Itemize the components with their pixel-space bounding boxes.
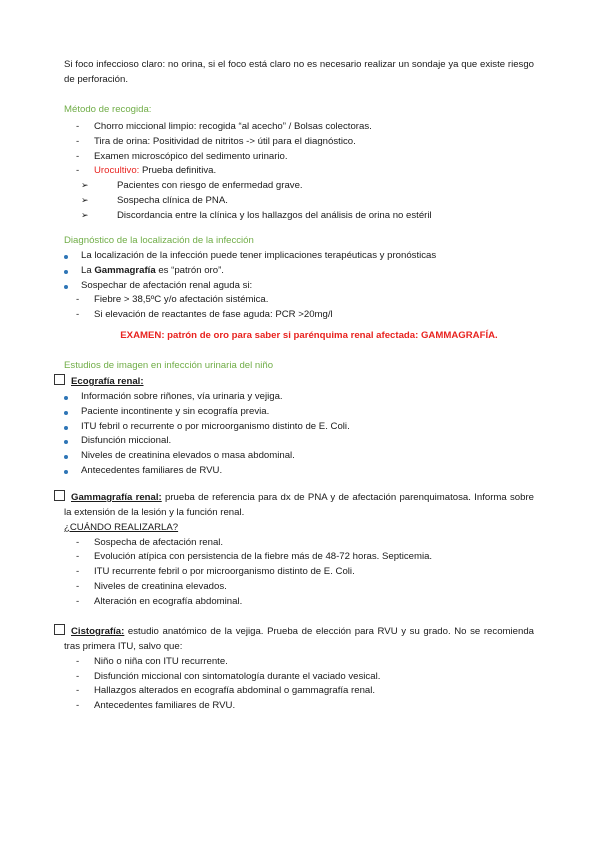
cistografia-list bbox=[54, 655, 534, 714]
bullet-item: Sospechar de afectación renal aguda si: bbox=[64, 279, 534, 294]
list-item: - ITU recurrente febril o por microorganismo distinto de E. Coli. bbox=[64, 565, 534, 580]
bullet-item bbox=[64, 264, 534, 279]
item-text: La bbox=[81, 264, 95, 276]
list-item: - Hallazgos alterados en ecografía abdominal o gammagrafía renal. bbox=[64, 684, 534, 699]
cistografia-title: Cistografía: bbox=[71, 626, 125, 637]
bullet-item: La localización de la infección puede tener implicaciones terapéuticas y pronósticas bbox=[64, 249, 534, 264]
gammagrafia-paragraph bbox=[54, 490, 534, 521]
list-item: - Tira de orina: Positividad de nitritos -> útil para el diagnóstico. bbox=[64, 135, 534, 150]
gammagrafia-section bbox=[54, 490, 534, 610]
ecografia-title: Ecografía renal: bbox=[71, 376, 144, 387]
item-text: es “patrón oro”. bbox=[155, 264, 224, 276]
ecografia-section bbox=[54, 374, 534, 479]
arrow-icon: ➢ bbox=[81, 210, 89, 221]
gammagrafia-text: prueba de referencia para dx de PNA y de afectación parenquimatosa. Informa sobre la extensión de la lesión y la función renal. bbox=[64, 492, 534, 518]
metodo-list bbox=[64, 120, 534, 224]
list-item: - Sospecha de afectación renal. bbox=[64, 536, 534, 551]
metodo-section bbox=[64, 103, 534, 224]
bullet-item: Información sobre riñones, vía urinaria y vejiga. bbox=[64, 390, 534, 405]
checkbox-icon bbox=[54, 490, 65, 501]
intro-paragraph bbox=[64, 58, 534, 88]
gammagrafia-bold: Gammagrafía bbox=[94, 264, 156, 276]
list-item: - Examen microscópico del sedimento urinario. bbox=[64, 150, 534, 165]
bullet-item: ITU febril o recurrente o por microorganismo distinto de E. Coli. bbox=[64, 420, 534, 435]
arrow-icon: ➢ bbox=[81, 195, 89, 206]
list-item: - Disfunción miccional con sintomatología durante el vaciado vesical. bbox=[64, 670, 534, 685]
estudios-title: Estudios de imagen en infección urinaria del niño bbox=[64, 360, 274, 371]
list-item: - Niño o niña con ITU recurrente. bbox=[64, 655, 534, 670]
checkbox-icon bbox=[54, 624, 65, 635]
cistografia-paragraph bbox=[54, 624, 534, 655]
sub-list-item bbox=[64, 209, 534, 224]
list-item: - Fiebre > 38,5ºC y/o afectación sistémica. bbox=[64, 293, 534, 308]
urocultivo-label: Urocultivo: bbox=[94, 165, 140, 177]
bullet-item: Niveles de creatinina elevados o masa abdominal. bbox=[64, 449, 534, 464]
arrow-icon: ➢ bbox=[81, 180, 89, 191]
cistografia-section bbox=[54, 624, 534, 714]
diagnostico-title: Diagnóstico de la localización de la infección bbox=[64, 235, 254, 246]
gammagrafia-title: Gammagrafía renal: bbox=[71, 492, 162, 503]
list-item: - Si elevación de reactantes de fase aguda: PCR >20mg/l bbox=[64, 308, 534, 323]
exam-note: EXAMEN: patrón de oro para saber si parénquima renal afectada: GAMMAGRAFÍA. bbox=[120, 330, 498, 342]
gammagrafia-question: ¿CUÁNDO REALIZARLA? bbox=[64, 521, 179, 533]
gammagrafia-list bbox=[54, 536, 534, 610]
ecografia-heading bbox=[54, 374, 534, 390]
bullet-item: Disfunción miccional. bbox=[64, 434, 534, 449]
sub-list-item bbox=[64, 194, 534, 209]
urocultivo-text: Prueba definitiva. bbox=[139, 165, 217, 177]
metodo-title: Método de recogida: bbox=[64, 104, 152, 115]
bullet-item: Antecedentes familiares de RVU. bbox=[64, 464, 534, 479]
sub-item-text: Sospecha clínica de PNA. bbox=[117, 195, 228, 207]
list-item: - Chorro miccional limpio: recogida “al acecho” / Bolsas colectoras. bbox=[64, 120, 534, 135]
intro-text: Si foco infeccioso claro: no orina, si el foco está claro no es necesario realizar un sondaje ya que existe riesgo de perforación. bbox=[64, 59, 534, 85]
bullet-item: Paciente incontinente y sin ecografía previa. bbox=[64, 405, 534, 420]
diagnostico-list bbox=[64, 249, 534, 323]
checkbox-icon bbox=[54, 374, 65, 385]
list-item: - Antecedentes familiares de RVU. bbox=[64, 699, 534, 714]
ecografia-list bbox=[54, 390, 534, 479]
estudios-section bbox=[64, 359, 534, 374]
diagnostico-section bbox=[64, 234, 534, 344]
list-item: - Niveles de creatinina elevados. bbox=[64, 580, 534, 595]
sub-list-item bbox=[64, 179, 534, 194]
list-item: - Alteración en ecografía abdominal. bbox=[64, 595, 534, 610]
list-item: - Evolución atípica con persistencia de la fiebre más de 48-72 horas. Septicemia. bbox=[64, 550, 534, 565]
cistografia-text: estudio anatómico de la vejiga. Prueba de elección para RVU y su grado. No se recomienda tras primera ITU, salvo que: bbox=[64, 626, 534, 652]
sub-item-text: Pacientes con riesgo de enfermedad grave. bbox=[117, 180, 303, 192]
list-item-urocultivo bbox=[64, 164, 534, 179]
sub-item-text: Discordancia entre la clínica y los hallazgos del análisis de orina no estéril bbox=[117, 210, 432, 222]
